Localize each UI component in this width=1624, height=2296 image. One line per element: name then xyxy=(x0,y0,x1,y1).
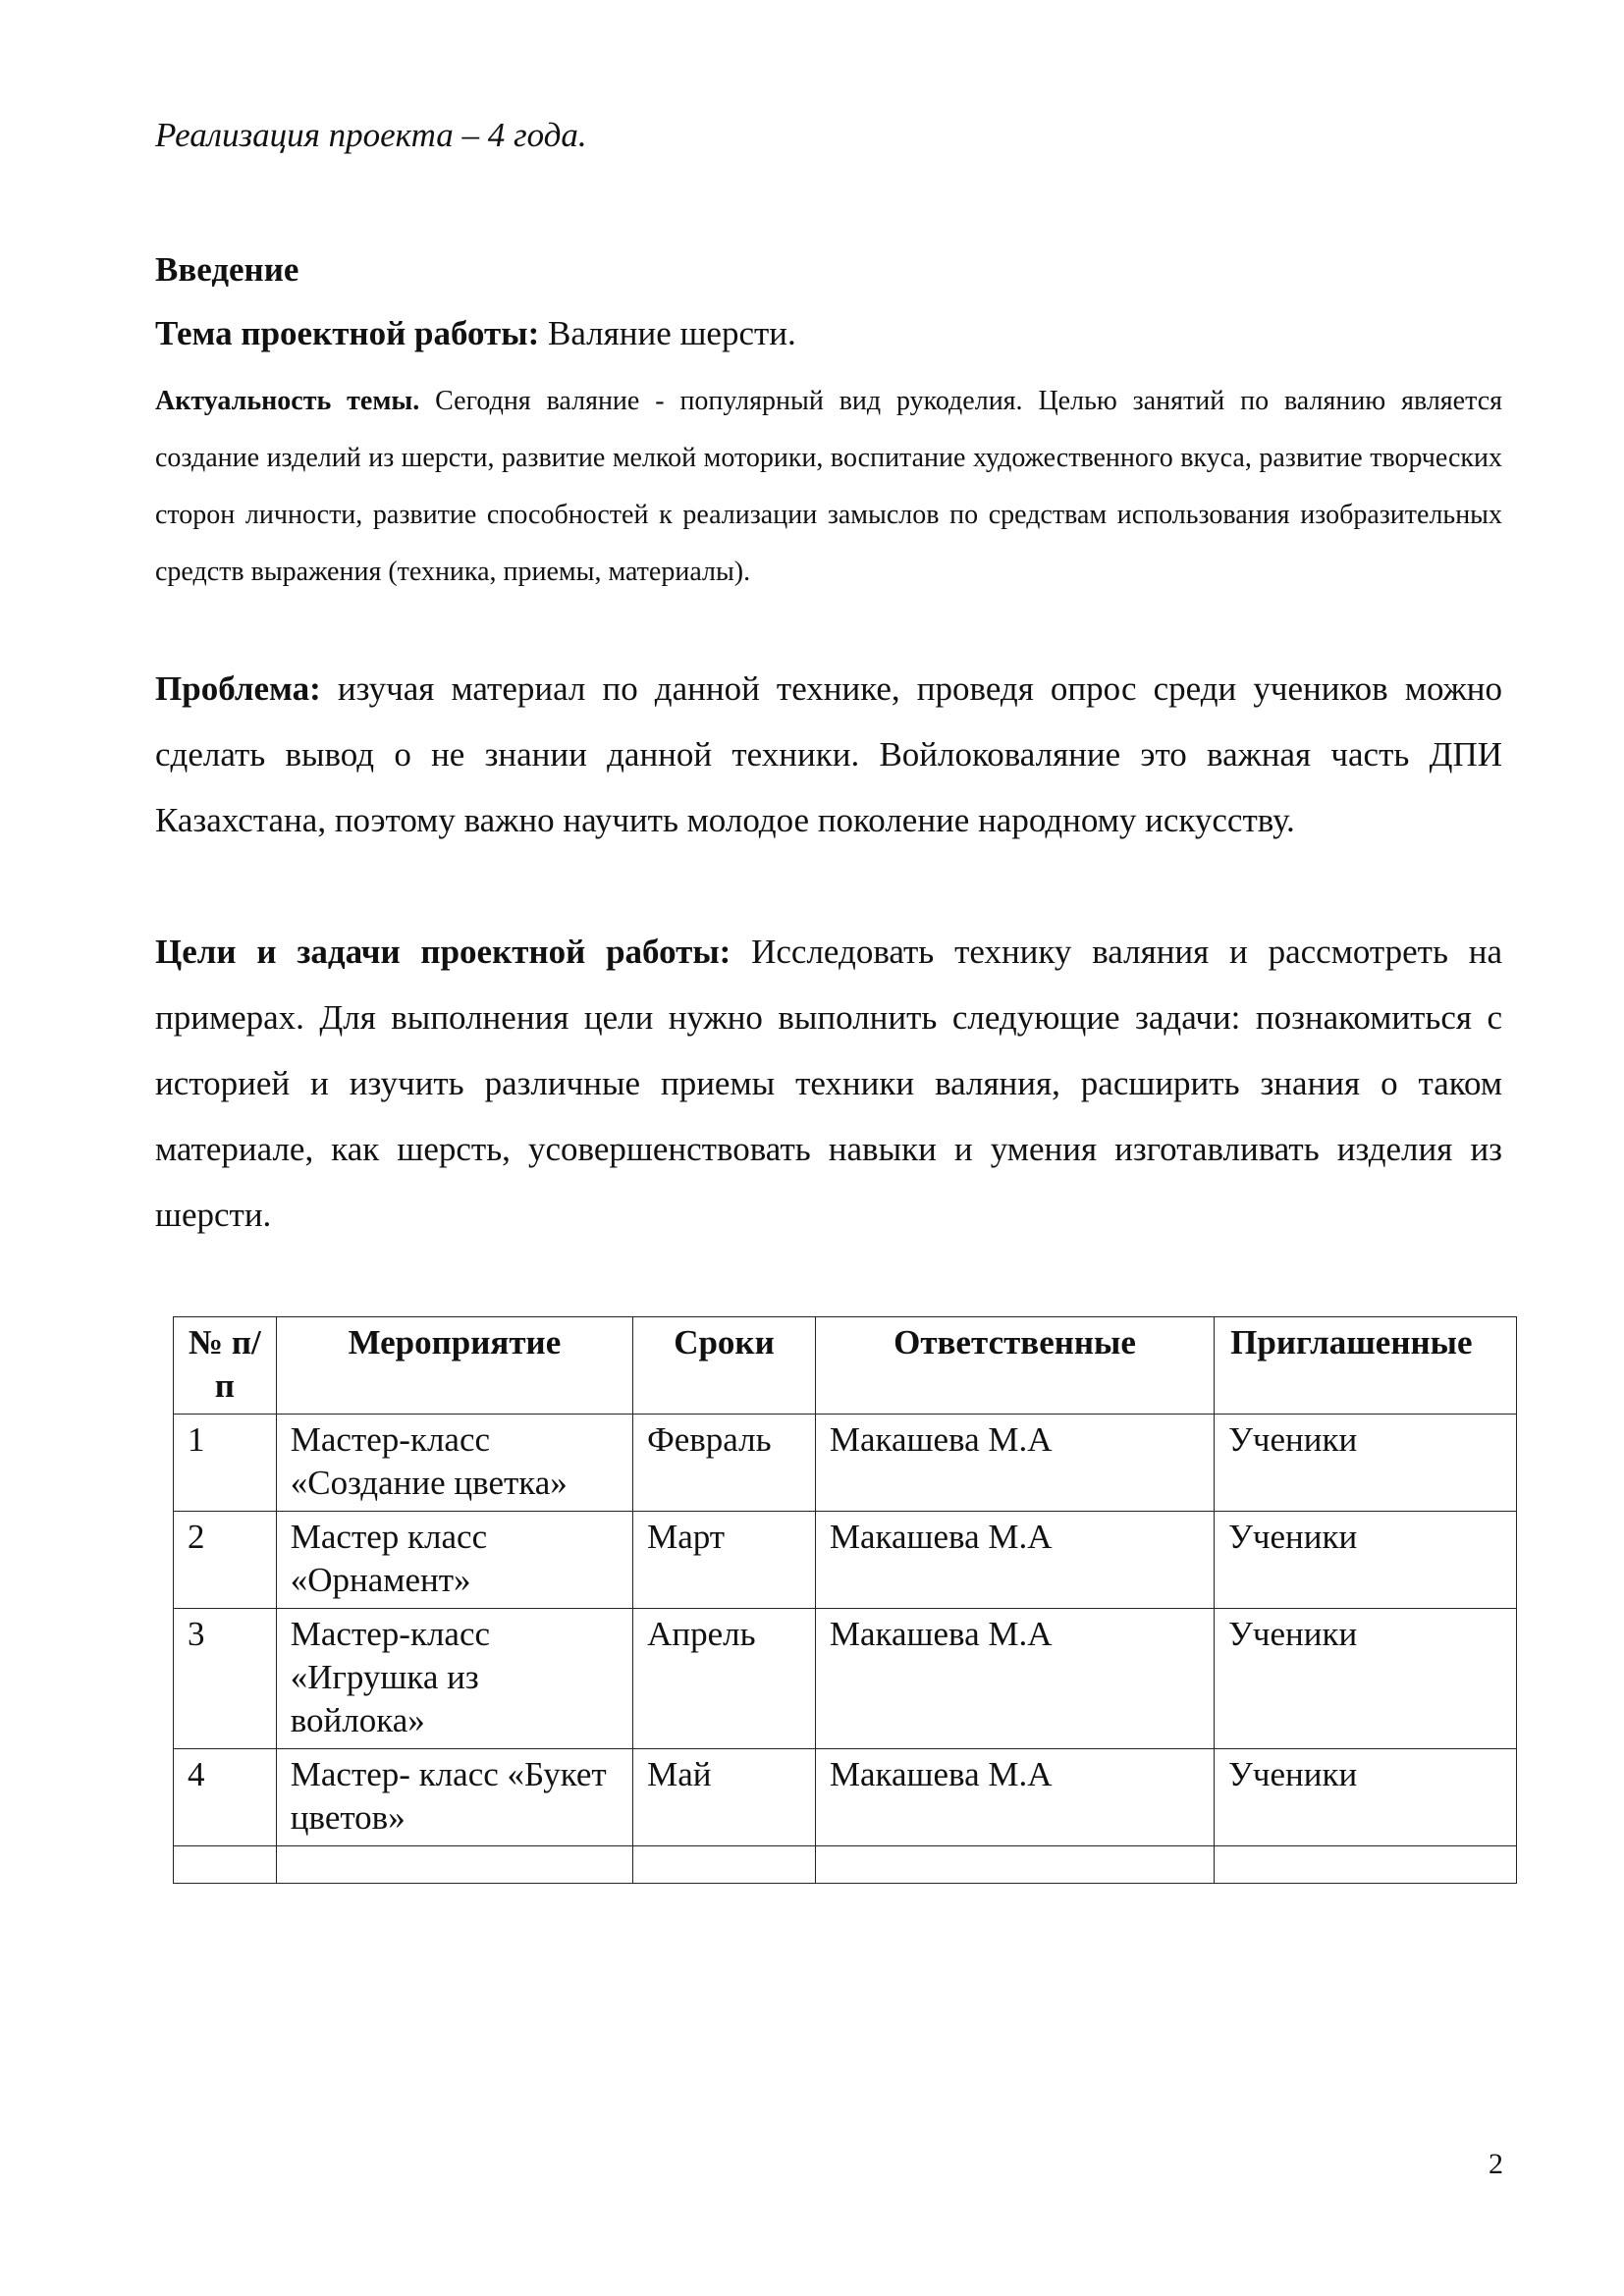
cell-responsible: Макашева М.А xyxy=(815,1512,1214,1609)
cell-responsible: Макашева М.А xyxy=(815,1415,1214,1512)
problem-label: Проблема: xyxy=(155,669,321,708)
cell-responsible: Макашева М.А xyxy=(815,1749,1214,1846)
header-responsible: Ответственные xyxy=(815,1317,1214,1415)
empty-cell xyxy=(633,1846,816,1884)
table-empty-row xyxy=(174,1846,1517,1884)
relevance-text: Сегодня валяние - популярный вид рукоделия. Целью занятий по валянию является создание изделий из шерсти, развитие мелкой моторики, воспитание художественного вкуса, развитие творческих сторон личности, развитие способностей к реализации замыслов по средствам использования изобразительных средств выражения (техника, приемы, материалы). xyxy=(155,386,1502,587)
cell-dates: Февраль xyxy=(633,1415,816,1512)
problem-text: изучая материал по данной технике, проведя опрос среди учеников можно сделать вывод о не знании данной техники. Войлоковаляние это важная часть ДПИ Казахстана, поэтому важно научить молодое поколение народному искусству. xyxy=(155,669,1502,839)
empty-cell xyxy=(815,1846,1214,1884)
empty-cell xyxy=(174,1846,277,1884)
goals-text: Исследовать технику валяния и рассмотреть на примерах. Для выполнения цели нужно выполнить следующие задачи: познакомиться с историей и изучить различные приемы техники валяния, расширить знания о таком материале, как шерсть, усовершенствовать навыки и умения изготавливать изделия из шерсти. xyxy=(155,933,1502,1234)
cell-event: Мастер-класс «Игрушка из войлока» xyxy=(276,1609,632,1749)
goals-paragraph xyxy=(155,919,1502,1248)
topic-text: Валяние шерсти. xyxy=(539,314,796,352)
cell-invited: Ученики xyxy=(1215,1512,1517,1609)
empty-cell xyxy=(1215,1846,1517,1884)
header-invited: Приглашенные xyxy=(1215,1317,1517,1415)
table-row xyxy=(174,1512,1517,1609)
goals-label: Цели и задачи проектной работы: xyxy=(155,933,731,971)
page-number: 2 xyxy=(1489,2148,1503,2180)
cell-event: Мастер-класс «Создание цветка» xyxy=(276,1415,632,1512)
topic-label: Тема проектной работы: xyxy=(155,314,540,352)
cell-number: 3 xyxy=(174,1609,277,1749)
cell-event: Мастер- класс «Букет цветов» xyxy=(276,1749,632,1846)
relevance-label: Актуальность темы. xyxy=(155,386,420,416)
cell-dates: Апрель xyxy=(633,1609,816,1749)
cell-dates: Март xyxy=(633,1512,816,1609)
project-duration: Реализация проекта – 4 года. xyxy=(155,116,587,154)
events-table xyxy=(173,1316,1517,1884)
cell-number: 2 xyxy=(174,1512,277,1609)
table-row xyxy=(174,1415,1517,1512)
section-heading: Введение xyxy=(155,250,299,289)
cell-invited: Ученики xyxy=(1215,1415,1517,1512)
empty-cell xyxy=(276,1846,632,1884)
cell-invited: Ученики xyxy=(1215,1609,1517,1749)
relevance-paragraph xyxy=(155,373,1502,601)
table-row xyxy=(174,1609,1517,1749)
cell-number: 1 xyxy=(174,1415,277,1512)
project-topic xyxy=(155,314,796,353)
cell-event: Мастер класс «Орнамент» xyxy=(276,1512,632,1609)
cell-dates: Май xyxy=(633,1749,816,1846)
cell-invited: Ученики xyxy=(1215,1749,1517,1846)
header-event: Мероприятие xyxy=(276,1317,632,1415)
problem-paragraph xyxy=(155,656,1502,853)
table-row xyxy=(174,1749,1517,1846)
cell-responsible: Макашева М.А xyxy=(815,1609,1214,1749)
header-dates: Сроки xyxy=(633,1317,816,1415)
header-number: № п/п xyxy=(174,1317,277,1415)
table-header-row xyxy=(174,1317,1517,1415)
cell-number: 4 xyxy=(174,1749,277,1846)
